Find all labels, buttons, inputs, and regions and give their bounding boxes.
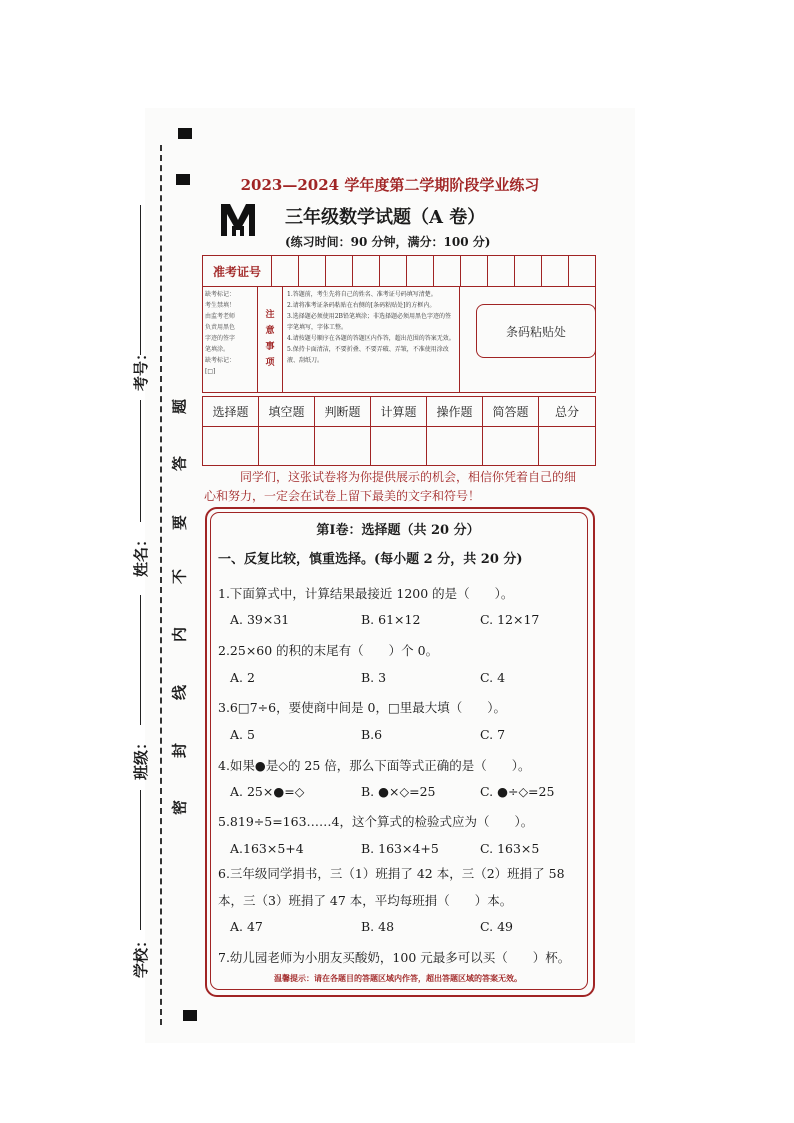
question-2: 2.25×60 的积的末尾有（ ）个 0。 bbox=[218, 643, 439, 658]
admission-digit-box[interactable] bbox=[299, 256, 326, 286]
exam-time-info: (练习时间：90 分钟，满分：100 分) bbox=[285, 235, 491, 249]
question-4: 4.如果●是◇的 25 倍，那么下面等式正确的是（ ）。 bbox=[218, 758, 531, 773]
admission-digit-box[interactable] bbox=[461, 256, 488, 286]
admission-digit-box[interactable] bbox=[488, 256, 515, 286]
seal-char: 要 bbox=[170, 515, 189, 531]
seal-char: 题 bbox=[170, 399, 189, 415]
notice-rule: 4.请按题号顺序在各题的答题区内作答，超出范围的答案无效。 bbox=[287, 335, 455, 342]
admission-number-label: 准考证号 bbox=[203, 256, 272, 286]
absence-note-line: 缺考标记： bbox=[205, 291, 236, 298]
notice-heading-char: 注 bbox=[265, 310, 275, 320]
option-a[interactable]: A. 47 bbox=[230, 919, 263, 934]
option-b[interactable]: B. ●×◇=25 bbox=[361, 784, 436, 799]
option-a[interactable]: A. 2 bbox=[230, 670, 255, 685]
option-b[interactable]: B. 61×12 bbox=[361, 612, 421, 627]
option-a[interactable]: A.163×5+4 bbox=[230, 841, 304, 856]
option-c[interactable]: C. 163×5 bbox=[480, 841, 540, 856]
notice-block bbox=[202, 286, 596, 393]
xingming-label: 姓名： bbox=[132, 531, 151, 578]
option-c[interactable]: C. 7 bbox=[480, 727, 506, 742]
notice-heading-char: 项 bbox=[265, 358, 275, 368]
option-a[interactable]: A. 39×31 bbox=[230, 612, 290, 627]
option-b[interactable]: B. 3 bbox=[361, 670, 387, 685]
registration-mark bbox=[183, 1010, 197, 1021]
score-header: 填空题 bbox=[259, 397, 315, 427]
score-header: 简答题 bbox=[483, 397, 539, 427]
seal-char: 不 bbox=[170, 569, 189, 585]
score-cell[interactable] bbox=[483, 427, 539, 465]
question-6-line-1: 6.三年级同学捐书，三（1）班捐了 42 本，三（2）班捐了 58 bbox=[218, 866, 565, 881]
score-cell[interactable] bbox=[427, 427, 483, 465]
barcode-area bbox=[460, 286, 595, 392]
binding-dashed-line bbox=[160, 145, 162, 1025]
option-c[interactable]: C. ●÷◇=25 bbox=[480, 784, 555, 799]
notice-rule: 5.保持卡面清洁，不要折叠、不要弄破、弄皱，不准使用涂改液、刮纸刀。 bbox=[287, 346, 449, 364]
score-cell[interactable] bbox=[259, 427, 315, 465]
banji-label: 班级： bbox=[132, 734, 151, 781]
absence-note-line: 由监考老师 bbox=[205, 313, 236, 320]
notice-rules bbox=[283, 286, 460, 392]
absence-note-line: 字迹的签字 bbox=[205, 335, 236, 342]
admission-digit-box[interactable] bbox=[326, 256, 353, 286]
absence-mark-area bbox=[203, 286, 258, 392]
registration-mark bbox=[178, 128, 192, 139]
admission-digit-box[interactable] bbox=[272, 256, 299, 286]
option-a[interactable]: A. 5 bbox=[230, 727, 255, 742]
seal-char: 内 bbox=[170, 627, 189, 643]
question-3: 3.6□7÷6，要使商中间是 0，□里最大填（ ）。 bbox=[218, 700, 507, 715]
school-logo bbox=[218, 200, 258, 240]
absence-note-line: 缺考标记： bbox=[205, 357, 236, 364]
option-c[interactable]: C. 49 bbox=[480, 919, 513, 934]
score-cell[interactable] bbox=[203, 427, 259, 465]
seal-char: 封 bbox=[170, 743, 189, 759]
notice-heading bbox=[258, 286, 283, 392]
exam-subject: 三年级数学试题（A 卷） bbox=[285, 207, 486, 228]
option-c[interactable]: C. 12×17 bbox=[480, 612, 540, 627]
absence-note-line: 考生禁填！ bbox=[205, 302, 236, 309]
admission-digit-box[interactable] bbox=[353, 256, 380, 286]
score-header: 判断题 bbox=[315, 397, 371, 427]
xuexiao-line bbox=[140, 790, 141, 930]
banji-line bbox=[140, 595, 141, 725]
notice-rule: 2.请将准考证条码粘贴在右侧的[条码粘贴处]的方框内。 bbox=[287, 302, 436, 309]
admission-digit-box[interactable] bbox=[380, 256, 407, 286]
question-6-line-2: 本，三（3）班捐了 47 本，平均每班捐（ ）本。 bbox=[218, 893, 513, 908]
question-7: 7.幼儿园老师为小朋友买酸奶，100 元最多可以买（ ）杯。 bbox=[218, 950, 571, 965]
admission-digit-box[interactable] bbox=[569, 256, 595, 286]
admission-number-row bbox=[202, 255, 596, 287]
score-header: 选择题 bbox=[203, 397, 259, 427]
score-cell[interactable] bbox=[371, 427, 427, 465]
score-cell[interactable] bbox=[315, 427, 371, 465]
score-cell[interactable] bbox=[539, 427, 595, 465]
question-5: 5.819÷5=163……4，这个算式的检验式应为（ ）。 bbox=[218, 814, 534, 829]
registration-mark bbox=[176, 174, 190, 185]
greeting-text: 同学们，这张试卷将为你提供展示的机会，相信你凭着自己的细心和努力，一定会在试卷上留下最美的文字和符号！ bbox=[204, 470, 577, 503]
part-title: 一、反复比较，慎重选择。(每小题 2 分，共 20 分) bbox=[218, 552, 523, 567]
option-b[interactable]: B. 163×4+5 bbox=[361, 841, 439, 856]
score-header: 总分 bbox=[539, 397, 595, 427]
section-title: 第I卷：选择题（共 20 分） bbox=[316, 523, 480, 538]
score-header: 计算题 bbox=[371, 397, 427, 427]
score-table bbox=[202, 396, 596, 466]
seal-char: 答 bbox=[170, 456, 189, 472]
option-b[interactable]: B. 48 bbox=[361, 919, 395, 934]
warning-text: 温馨提示：请在各题目的答题区域内作答，超出答题区域的答案无效。 bbox=[274, 973, 522, 983]
absence-checkbox[interactable]: [□] bbox=[205, 368, 216, 375]
absence-note-line: 笔填涂。 bbox=[205, 346, 230, 353]
admission-digit-box[interactable] bbox=[407, 256, 434, 286]
option-b[interactable]: B.6 bbox=[361, 727, 383, 742]
seal-char: 线 bbox=[170, 685, 189, 701]
seal-char: 密 bbox=[170, 800, 189, 816]
kaohao-line bbox=[140, 205, 141, 355]
kaohao-label: 考号： bbox=[132, 345, 151, 392]
notice-heading-char: 事 bbox=[265, 342, 275, 352]
xingming-line bbox=[140, 400, 141, 522]
absence-note-line: 负责用黑色 bbox=[205, 324, 236, 331]
admission-digit-box[interactable] bbox=[434, 256, 461, 286]
barcode-paste-box[interactable]: 条码粘贴处 bbox=[476, 304, 596, 358]
admission-digit-box[interactable] bbox=[542, 256, 569, 286]
option-a[interactable]: A. 25×●=◇ bbox=[230, 784, 305, 799]
notice-rule: 3.选择题必须使用2B铅笔填涂；非选择题必须用黑色字迹的签字笔填写，字体工整。 bbox=[287, 313, 451, 331]
admission-digit-box[interactable] bbox=[515, 256, 542, 286]
option-c[interactable]: C. 4 bbox=[480, 670, 506, 685]
question-1: 1.下面算式中，计算结果最接近 1200 的是（ ）。 bbox=[218, 586, 514, 601]
exam-title: 2023—2024 学年度第二学期阶段学业练习 bbox=[240, 176, 540, 194]
xuexiao-label: 学校： bbox=[132, 932, 151, 979]
score-header: 操作题 bbox=[427, 397, 483, 427]
notice-rule: 1.答题前，考生先将自己的姓名、准考证号码填写清楚。 bbox=[287, 291, 437, 298]
notice-heading-char: 意 bbox=[265, 326, 275, 336]
